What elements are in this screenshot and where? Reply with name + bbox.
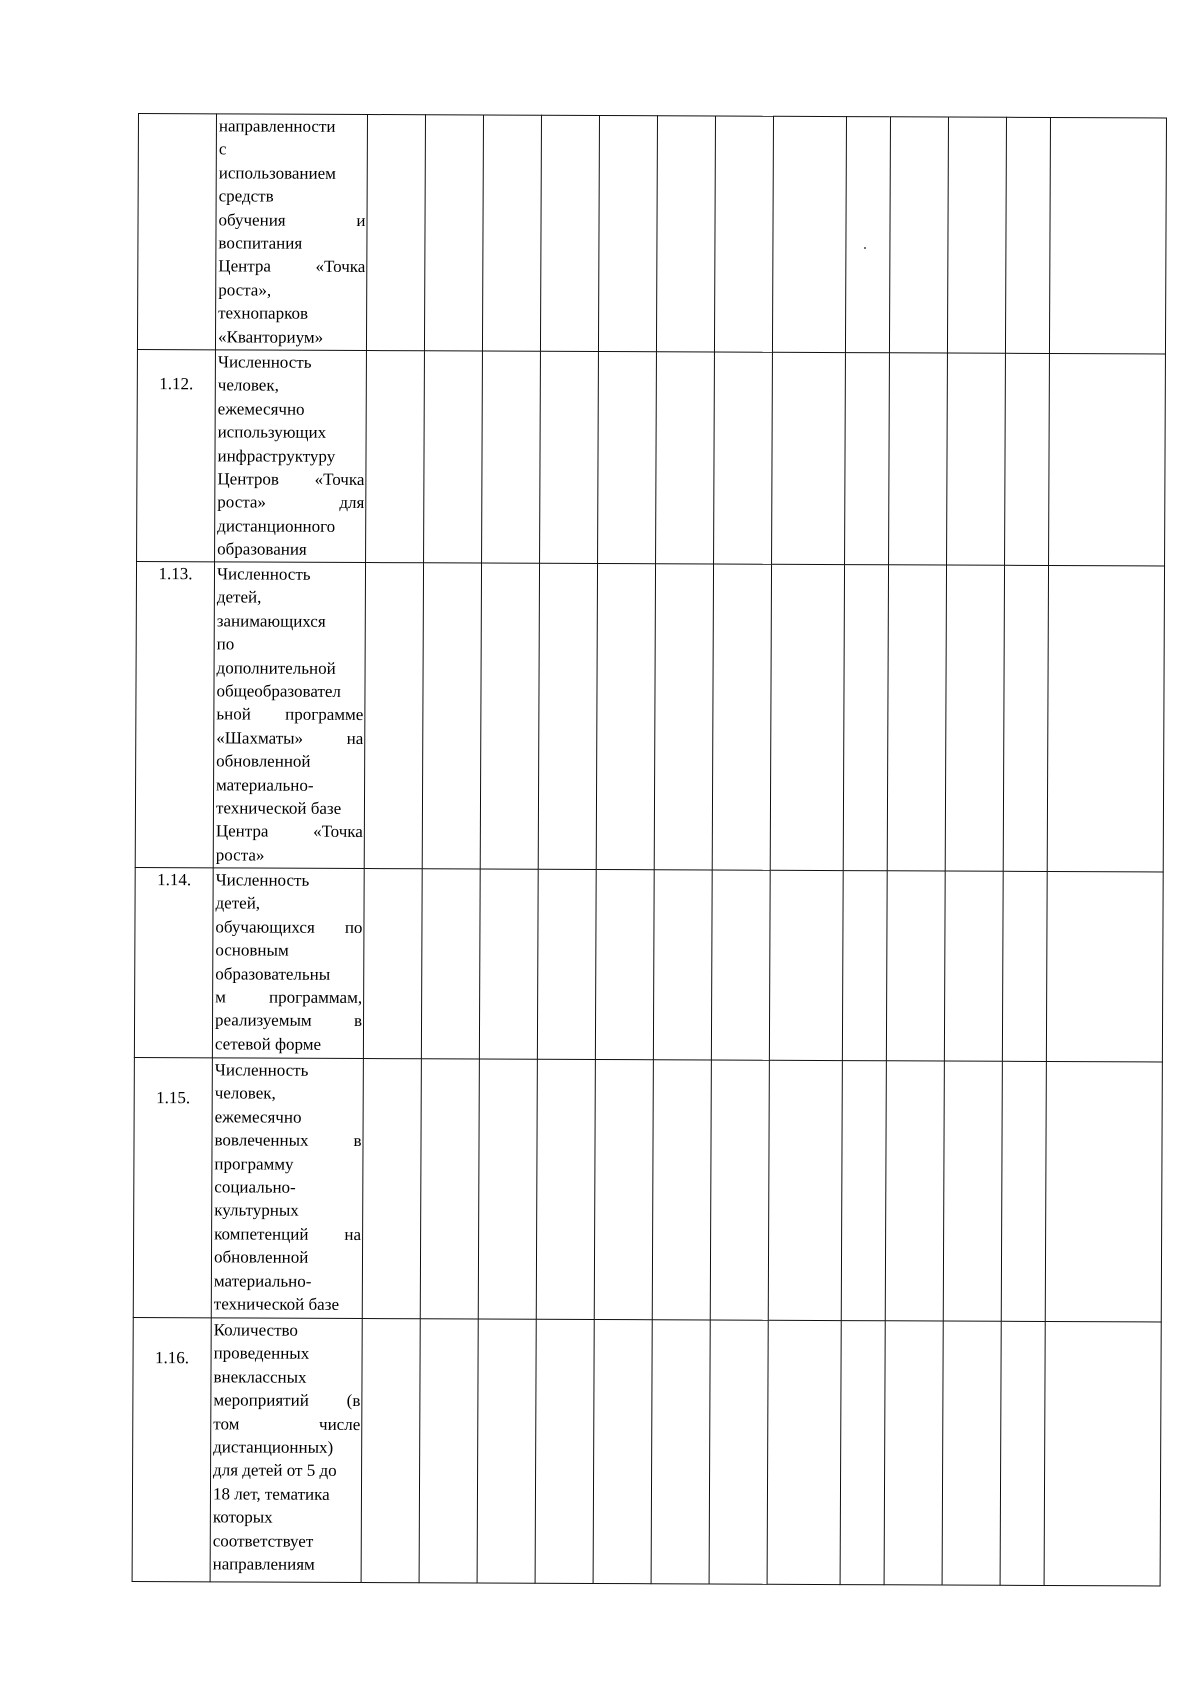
- description-word: на: [344, 1224, 362, 1244]
- description-line: [219, 161, 366, 185]
- description-line: [213, 1389, 360, 1413]
- description-word: и: [356, 210, 366, 230]
- description-line: [214, 1342, 361, 1366]
- description-line: [219, 138, 366, 162]
- empty-value-cell: [1005, 353, 1050, 565]
- indicator-description-cell: [215, 114, 367, 351]
- empty-value-cell: [843, 565, 888, 871]
- description-word: технической базе: [213, 1294, 340, 1314]
- description-word: реализуемым: [215, 1010, 312, 1031]
- empty-value-cell: [1045, 1061, 1162, 1322]
- description-word: ежемесячно: [217, 399, 305, 419]
- empty-value-cell: [845, 353, 890, 565]
- empty-value-cell: [595, 870, 654, 1060]
- empty-value-cell: [598, 116, 657, 352]
- description-line: [218, 208, 365, 232]
- description-line: [213, 1459, 360, 1483]
- description-word: внеклассных: [213, 1367, 307, 1387]
- description-word: с: [218, 139, 227, 159]
- description-line: [214, 1199, 361, 1223]
- empty-value-cell: [593, 1320, 652, 1584]
- empty-value-cell: [480, 563, 539, 869]
- description-word: человек,: [214, 1083, 276, 1104]
- empty-value-cell: [424, 351, 483, 563]
- empty-value-cell: [420, 1059, 479, 1319]
- empty-value-cell: [841, 1061, 886, 1321]
- empty-value-cell: [422, 563, 481, 869]
- description-line: [215, 962, 362, 986]
- description-word: в: [353, 1131, 362, 1151]
- description-word: «Кванториум»: [217, 327, 324, 347]
- description-line: [216, 843, 363, 867]
- empty-value-cell: [947, 353, 1006, 565]
- description-line: [214, 1292, 361, 1316]
- empty-value-cell: [1002, 871, 1047, 1061]
- description-word: дополнительной: [216, 657, 336, 678]
- description-line: [216, 773, 363, 797]
- empty-value-cell: [596, 564, 655, 870]
- description-word: материально-: [216, 775, 314, 795]
- empty-value-cell: [535, 1319, 594, 1583]
- description-line: [216, 703, 363, 727]
- description-line: [218, 325, 365, 349]
- description-word: проведенных: [213, 1343, 310, 1364]
- description-word: направленности: [218, 116, 336, 136]
- indicator-description-cell: [212, 868, 364, 1059]
- description-line: [218, 255, 365, 279]
- description-line: [218, 421, 365, 445]
- description-line: [218, 278, 365, 302]
- empty-value-cell: [885, 1061, 944, 1321]
- empty-value-cell: [482, 351, 541, 563]
- table-row: [135, 561, 1164, 871]
- empty-value-cell: [709, 1320, 768, 1584]
- description-word: по: [344, 917, 363, 937]
- description-word: технической базе: [215, 798, 342, 818]
- row-number: 1.12.: [159, 374, 194, 394]
- description-line: [215, 1032, 362, 1056]
- empty-value-cell: [366, 115, 425, 351]
- description-word: обучения: [218, 209, 286, 230]
- description-word: «Шахматы»: [216, 728, 304, 748]
- description-line: [214, 1152, 361, 1176]
- description-word: воспитания: [218, 233, 303, 253]
- description-word: Численность: [214, 1060, 309, 1080]
- empty-value-cell: [840, 1321, 885, 1585]
- scan-speck: [864, 247, 866, 249]
- row-number: 1.14.: [157, 870, 192, 890]
- empty-value-cell: [1005, 117, 1050, 353]
- empty-value-cell: [656, 352, 715, 564]
- empty-value-cell: [884, 1321, 943, 1585]
- description-line: [213, 1552, 360, 1576]
- description-line: [215, 985, 362, 1009]
- empty-value-cell: [714, 116, 773, 352]
- description-word: (в: [346, 1391, 361, 1411]
- indicator-description-cell: [213, 562, 365, 869]
- description-word: для: [339, 493, 365, 513]
- empty-value-cell: [712, 564, 771, 870]
- description-line: [217, 656, 364, 680]
- description-word: дистанционных): [213, 1437, 334, 1457]
- empty-value-cell: [478, 1059, 537, 1319]
- description-line: [215, 915, 362, 939]
- description-line: [216, 796, 363, 820]
- empty-value-cell: [945, 565, 1004, 871]
- row-number-cell: [133, 1057, 212, 1317]
- table-row: [134, 867, 1163, 1061]
- description-line: [217, 562, 364, 586]
- description-word: человек,: [217, 375, 279, 396]
- empty-value-cell: [947, 117, 1006, 353]
- empty-value-cell: [889, 353, 948, 565]
- empty-value-cell: [886, 871, 945, 1061]
- row-number-cell: [137, 114, 216, 350]
- description-word: мероприятий: [213, 1390, 309, 1410]
- empty-value-cell: [651, 1320, 710, 1584]
- description-word: детей,: [216, 587, 262, 607]
- row-number: 1.13.: [158, 564, 193, 584]
- description-line: [218, 231, 365, 255]
- empty-value-cell: [361, 1318, 420, 1582]
- description-line: [219, 114, 366, 138]
- description-line: [217, 514, 364, 538]
- description-line: [217, 586, 364, 610]
- empty-value-cell: [362, 1058, 421, 1318]
- empty-value-cell: [538, 563, 597, 869]
- description-word: технопарков: [218, 303, 309, 323]
- description-word: компетенций: [214, 1224, 309, 1244]
- empty-value-cell: [419, 1319, 478, 1583]
- empty-value-cell: [768, 1060, 842, 1320]
- description-line: [215, 1058, 362, 1082]
- description-line: [216, 868, 363, 892]
- description-line: [213, 1412, 360, 1436]
- description-line: [217, 633, 364, 657]
- table-row: [133, 1057, 1162, 1321]
- description-word: обновленной: [213, 1247, 309, 1268]
- description-word: «Точка: [314, 469, 365, 490]
- description-line: [214, 1175, 361, 1199]
- description-word: роста»: [215, 845, 265, 865]
- description-line: [213, 1365, 360, 1389]
- empty-value-cell: [363, 868, 422, 1058]
- empty-value-cell: [482, 115, 541, 351]
- description-word: роста»: [217, 492, 266, 512]
- description-line: [216, 820, 363, 844]
- description-word: для детей от 5 до: [213, 1460, 337, 1481]
- description-word: Численность: [215, 870, 310, 890]
- description-word: средств: [218, 186, 274, 206]
- description-line: [219, 185, 366, 209]
- empty-value-cell: [769, 870, 843, 1060]
- row-number: 1.16.: [155, 1348, 190, 1368]
- description-word: числе: [319, 1414, 361, 1434]
- empty-value-cell: [477, 1319, 536, 1583]
- description-word: культурных: [214, 1200, 299, 1221]
- row-number-cell: [137, 349, 216, 561]
- empty-value-cell: [1001, 1061, 1046, 1321]
- description-word: Количество: [213, 1320, 298, 1340]
- description-line: [215, 1082, 362, 1106]
- description-word: занимающихся: [216, 611, 326, 631]
- empty-value-cell: [654, 564, 713, 870]
- empty-value-cell: [1003, 565, 1048, 871]
- description-word: инфраструктуру: [217, 445, 336, 466]
- empty-value-cell: [1046, 871, 1163, 1062]
- description-line: [218, 350, 365, 374]
- description-word: социально-: [214, 1177, 296, 1197]
- empty-value-cell: [653, 870, 712, 1060]
- description-word: использованием: [218, 163, 336, 183]
- table-row: [132, 1317, 1161, 1585]
- description-line: [217, 467, 364, 491]
- indicator-description-cell: [210, 1318, 362, 1583]
- empty-value-cell: [842, 871, 887, 1061]
- empty-value-cell: [943, 1061, 1002, 1321]
- description-word: общеобразовател: [216, 681, 341, 701]
- description-line: [217, 538, 364, 562]
- description-word: программе: [285, 705, 364, 725]
- row-number: 1.15.: [156, 1088, 191, 1108]
- empty-value-cell: [537, 869, 596, 1059]
- empty-value-cell: [1049, 353, 1166, 566]
- description-word: м: [215, 987, 226, 1007]
- description-word: вовлеченных: [214, 1130, 309, 1150]
- empty-value-cell: [887, 565, 946, 871]
- empty-value-cell: [1047, 565, 1164, 872]
- row-number-cell: [134, 867, 213, 1057]
- description-line: [214, 1318, 361, 1342]
- description-word: «Точка: [315, 257, 366, 277]
- indicator-description-cell: [215, 350, 367, 563]
- description-line: [218, 302, 365, 326]
- description-word: том: [213, 1413, 240, 1434]
- empty-value-cell: [1000, 1321, 1045, 1585]
- description-line: [216, 892, 363, 916]
- table-row: [137, 349, 1166, 565]
- empty-value-cell: [772, 352, 846, 564]
- empty-value-cell: [652, 1060, 711, 1320]
- empty-value-cell: [479, 869, 538, 1059]
- empty-value-cell: [540, 351, 599, 563]
- description-line: [214, 1246, 361, 1270]
- description-line: [215, 1105, 362, 1129]
- description-line: [217, 491, 364, 515]
- description-word: в: [353, 1011, 363, 1031]
- description-line: [216, 679, 363, 703]
- description-word: которых: [212, 1507, 273, 1527]
- empty-value-cell: [366, 350, 425, 562]
- description-line: [217, 444, 364, 468]
- description-line: [213, 1506, 360, 1530]
- empty-value-cell: [710, 1060, 769, 1320]
- description-word: Численность: [216, 564, 311, 584]
- description-word: «Точка: [313, 822, 363, 842]
- description-word: сетевой форме: [214, 1034, 322, 1054]
- description-line: [214, 1129, 361, 1153]
- description-word: программам,: [269, 987, 363, 1008]
- empty-value-cell: [889, 117, 948, 353]
- description-word: материально-: [213, 1270, 312, 1291]
- description-line: [217, 609, 364, 633]
- description-word: программу: [214, 1153, 294, 1174]
- empty-value-cell: [942, 1321, 1001, 1585]
- description-word: Центров: [217, 469, 280, 489]
- description-word: детей,: [215, 893, 261, 913]
- description-word: на: [346, 728, 364, 748]
- description-word: ьной: [216, 704, 251, 724]
- empty-value-cell: [656, 116, 715, 352]
- description-word: основным: [215, 940, 289, 960]
- description-word: образования: [217, 539, 307, 559]
- empty-value-cell: [944, 871, 1003, 1061]
- empty-value-cell: [711, 870, 770, 1060]
- description-word: ежемесячно: [214, 1107, 302, 1127]
- description-word: Численность: [217, 352, 312, 372]
- description-word: Центра: [218, 256, 271, 277]
- description-word: образовательны: [215, 963, 331, 984]
- description-line: [214, 1222, 361, 1246]
- empty-value-cell: [845, 117, 890, 353]
- indicator-description-cell: [211, 1058, 363, 1319]
- empty-value-cell: [1049, 117, 1166, 354]
- description-word: 18 лет, тематика: [212, 1484, 330, 1504]
- empty-value-cell: [772, 116, 846, 352]
- empty-value-cell: [1044, 1321, 1161, 1586]
- empty-value-cell: [594, 1060, 653, 1320]
- description-line: [214, 1269, 361, 1293]
- empty-value-cell: [770, 564, 844, 870]
- description-line: [218, 374, 365, 398]
- indicators-table: [132, 113, 1167, 1586]
- empty-value-cell: [421, 869, 480, 1059]
- description-line: [213, 1435, 360, 1459]
- description-word: Центра: [215, 821, 269, 842]
- description-line: [213, 1529, 360, 1553]
- description-word: дистанционного: [217, 516, 336, 536]
- empty-value-cell: [536, 1059, 595, 1319]
- description-word: направлениям: [212, 1554, 315, 1574]
- empty-value-cell: [598, 352, 657, 564]
- empty-value-cell: [424, 115, 483, 351]
- row-number-cell: [135, 561, 214, 867]
- description-word: использующих: [217, 422, 327, 443]
- description-word: обновленной: [216, 751, 311, 772]
- description-line: [218, 397, 365, 421]
- description-word: соответствует: [212, 1530, 314, 1551]
- table-body: [132, 114, 1166, 1586]
- description-word: по: [216, 634, 235, 654]
- description-line: [215, 1009, 362, 1033]
- description-line: [216, 750, 363, 774]
- description-word: обучающихся: [215, 917, 315, 937]
- empty-value-cell: [540, 115, 599, 351]
- empty-value-cell: [767, 1320, 841, 1584]
- description-line: [215, 939, 362, 963]
- description-word: роста»,: [218, 280, 272, 300]
- description-line: [216, 726, 363, 750]
- description-line: [213, 1482, 360, 1506]
- empty-value-cell: [714, 352, 773, 564]
- row-number-cell: [132, 1317, 211, 1581]
- empty-value-cell: [364, 562, 423, 868]
- table-row: [137, 114, 1166, 354]
